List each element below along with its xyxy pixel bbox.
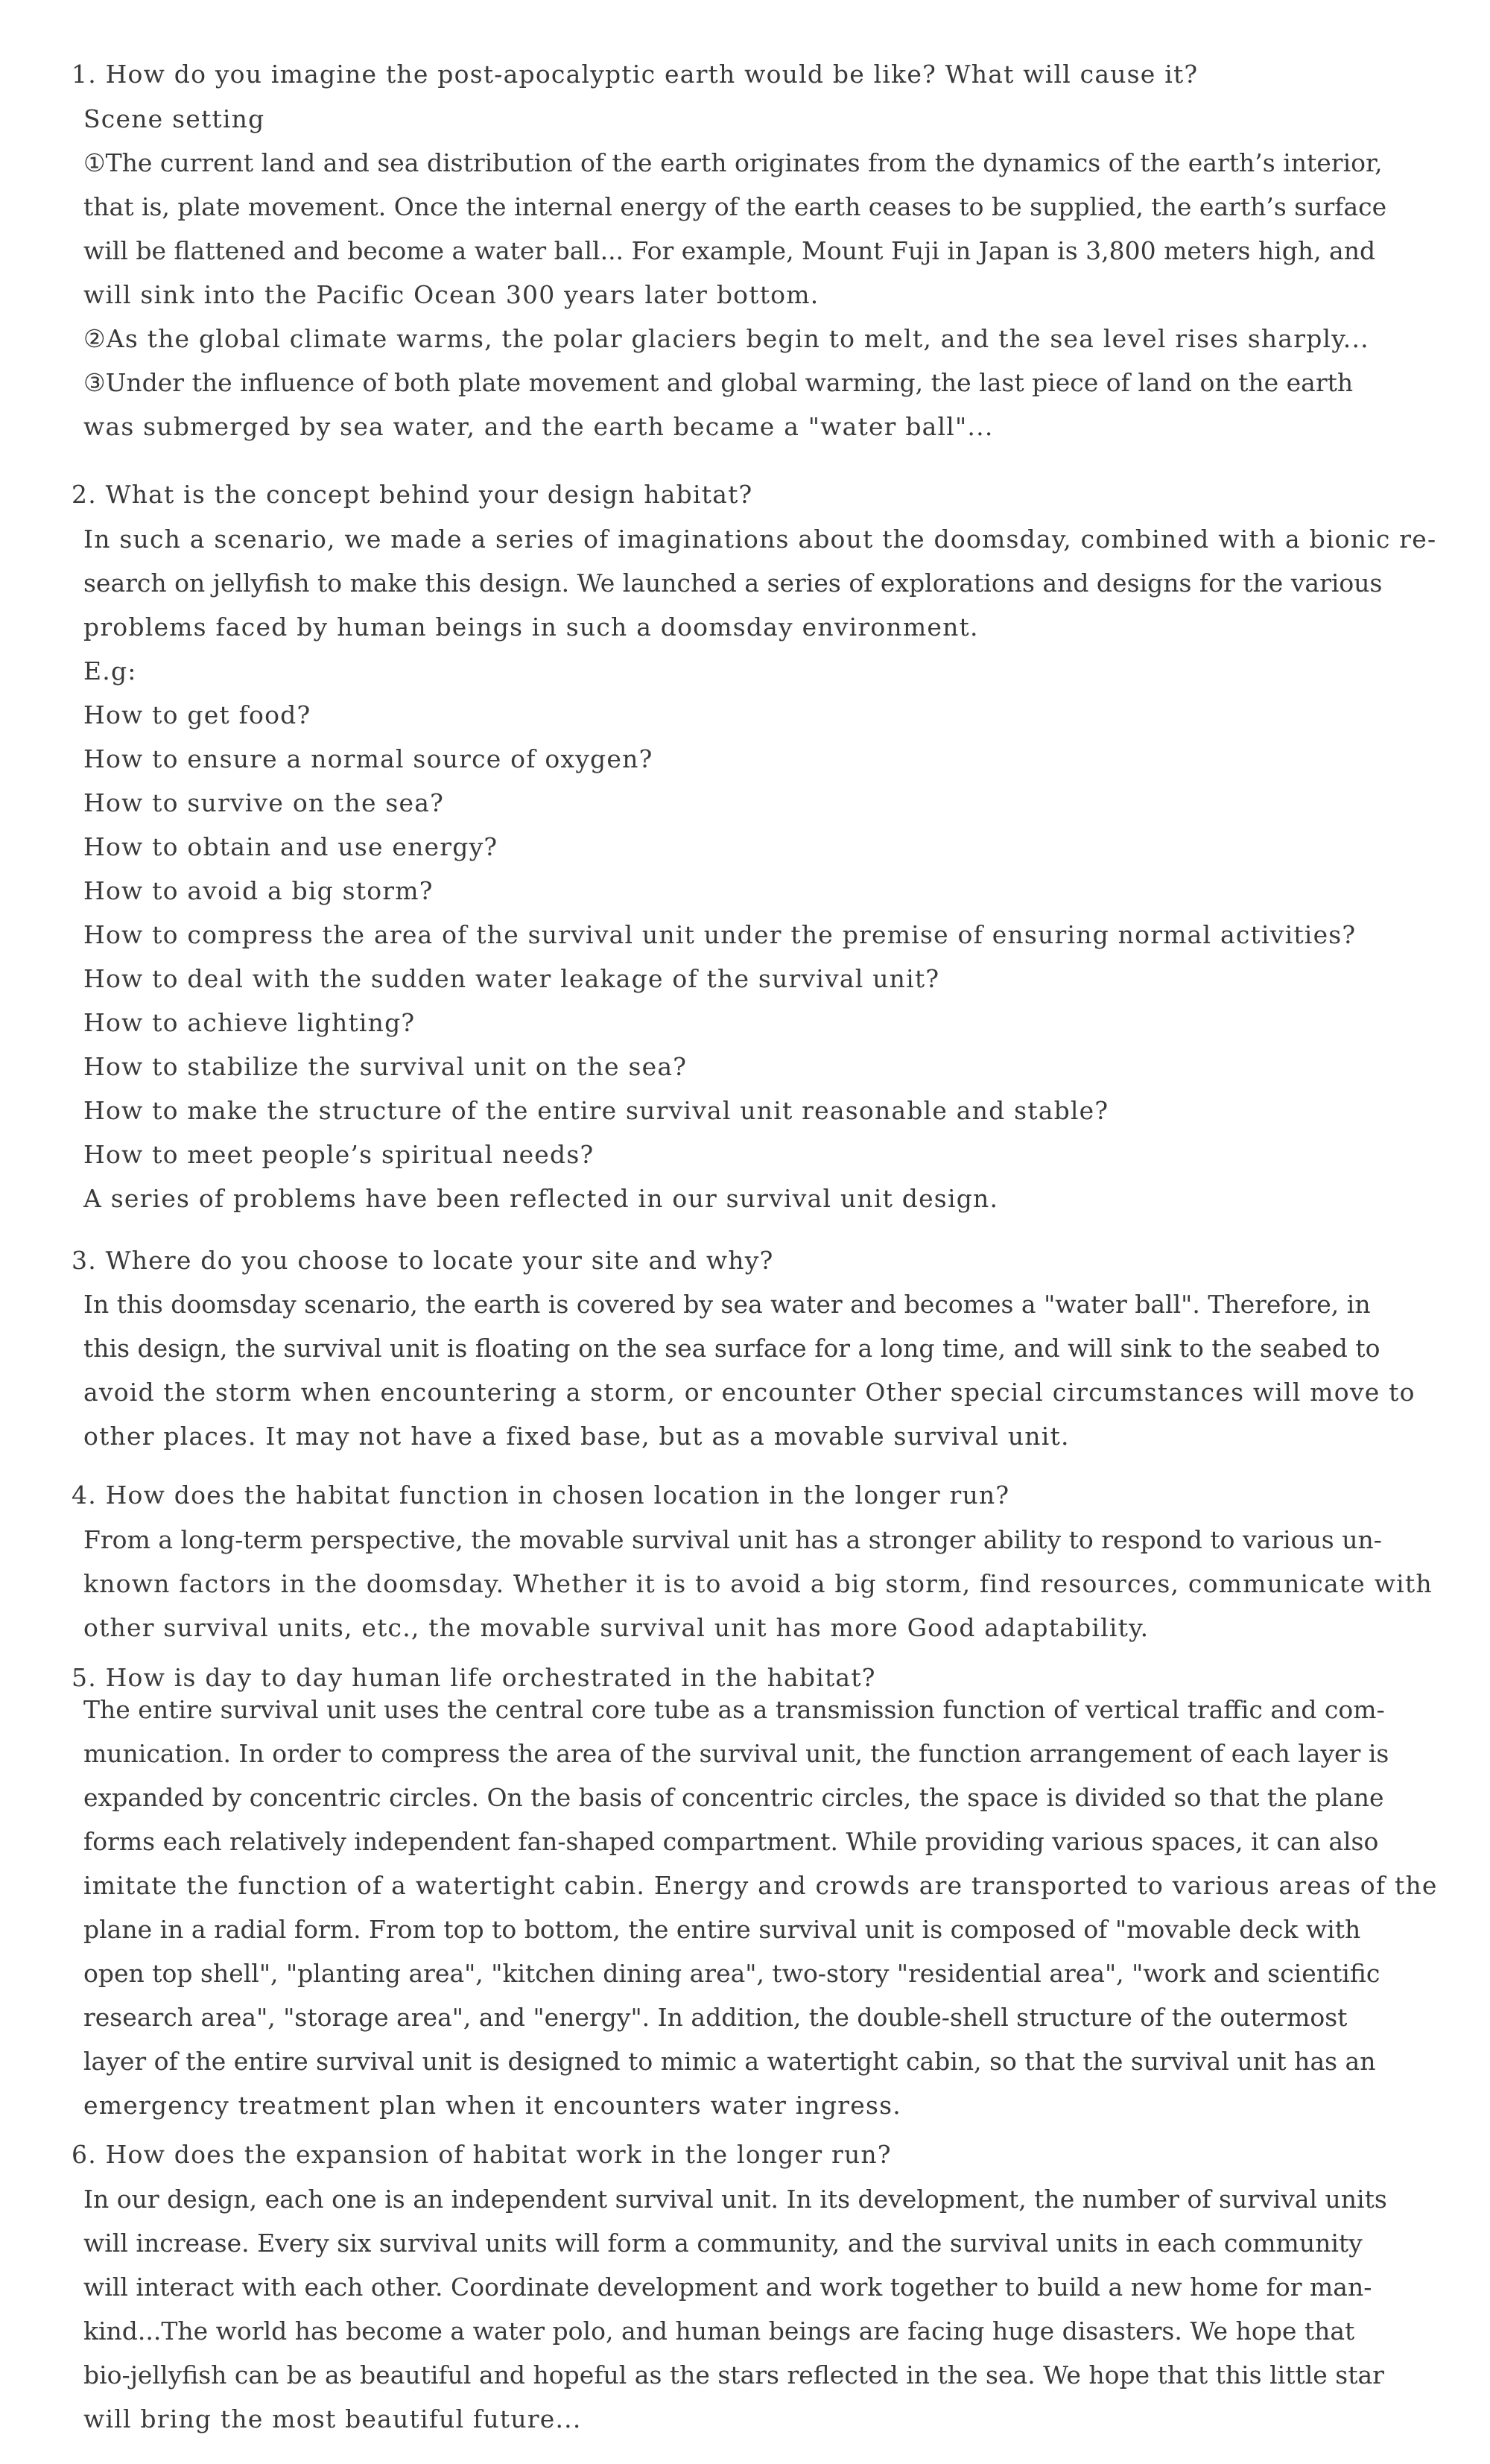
answer-5-line-4: forms each relatively independent fan-shaped compartment. While providing various spaces, it can also — [83, 1827, 1379, 1856]
answer-2-line-10: How to compress the area of the survival unit under the premise of ensuring normal activities? — [83, 920, 1357, 949]
answer-1-line-1: Scene setting — [83, 104, 265, 133]
answer-2-line-12: How to achieve lighting? — [83, 1008, 416, 1037]
question-3: 3. Where do you choose to locate your site and why? — [72, 1246, 774, 1275]
answer-1-line-4: will be flattened and become a water ball... For example, Mount Fuji in Japan is 3,800 meters high, and — [83, 236, 1376, 265]
answer-2-line-2: search on jellyfish to make this design. We launched a series of explorations and designs for the various — [83, 569, 1383, 598]
answer-2-line-5: How to get food? — [83, 700, 311, 729]
answer-6-line-2: will increase. Every six survival units will form a community, and the survival units in each community — [83, 2229, 1363, 2258]
answer-6-line-4: kind...The world has become a water polo, and human beings are facing huge disasters. We hope that — [83, 2316, 1355, 2346]
question-4: 4. How does the habitat function in chosen location in the longer run? — [72, 1480, 1010, 1510]
answer-6-line-3: will interact with each other. Coordinate development and work together to build a new home for man- — [83, 2273, 1372, 2302]
answer-4-line-2: known factors in the doomsday. Whether it is to avoid a big storm, find resources, communicate with — [83, 1569, 1433, 1598]
answer-5-line-5: imitate the function of a watertight cabin. Energy and crowds are transported to various areas of the — [83, 1871, 1438, 1900]
answer-1-line-7: ③Under the influence of both plate movement and global warming, the last piece of land on the earth — [83, 368, 1354, 397]
answer-1-line-5: will sink into the Pacific Ocean 300 years later bottom. — [83, 280, 820, 309]
answer-1-line-3: that is, plate movement. Once the internal energy of the earth ceases to be supplied, the earth’s surface — [83, 192, 1387, 221]
answer-6-line-6: will bring the most beautiful future... — [83, 2404, 582, 2433]
answer-2-line-8: How to obtain and use energy? — [83, 832, 498, 861]
answer-3-line-4: other places. It may not have a fixed base, but as a movable survival unit. — [83, 1422, 1070, 1451]
answer-5-line-2: munication. In order to compress the area of the survival unit, the function arrangement of each layer is — [83, 1739, 1389, 1768]
answer-1-line-8: was submerged by sea water, and the earth became a "water ball"... — [83, 412, 994, 441]
answer-2-line-13: How to stabilize the survival unit on the sea? — [83, 1052, 688, 1081]
answer-3-line-1: In this doomsday scenario, the earth is covered by sea water and becomes a "water ball". Therefore, in — [83, 1290, 1371, 1319]
question-6: 6. How does the expansion of habitat work in the longer run? — [72, 2140, 892, 2169]
question-5: 5. How is day to day human life orchestrated in the habitat? — [72, 1663, 876, 1692]
answer-1-line-2: ①The current land and sea distribution of the earth originates from the dynamics of the earth’s interior, — [83, 148, 1383, 177]
answer-2-line-15: How to meet people’s spiritual needs? — [83, 1140, 595, 1169]
answer-5-line-9: layer of the entire survival unit is designed to mimic a watertight cabin, so that the survival unit has an — [83, 2047, 1376, 2076]
answer-5-line-10: emergency treatment plan when it encounters water ingress. — [83, 2091, 901, 2120]
answer-2-line-6: How to ensure a normal source of oxygen? — [83, 744, 653, 773]
answer-2-line-14: How to make the structure of the entire survival unit reasonable and stable? — [83, 1096, 1109, 1125]
answer-6-line-1: In our design, each one is an independent survival unit. In its development, the number of survival units — [83, 2185, 1387, 2214]
answer-2-line-4: E.g: — [83, 656, 137, 685]
answer-5-line-7: open top shell", "planting area", "kitchen dining area", two-story "residential area", "work and scientific — [83, 1959, 1380, 1988]
answer-6-line-5: bio-jellyfish can be as beautiful and hopeful as the stars reflected in the sea. We hope that this little star — [83, 2360, 1384, 2389]
answer-2-line-3: problems faced by human beings in such a doomsday environment. — [83, 612, 979, 642]
answer-2-line-9: How to avoid a big storm? — [83, 876, 434, 905]
answer-3-line-3: avoid the storm when encountering a storm, or encounter Other special circumstances will move to — [83, 1378, 1416, 1407]
answer-2-line-11: How to deal with the sudden water leakage of the survival unit? — [83, 964, 940, 993]
answer-2-line-16: A series of problems have been reflected in our survival unit design. — [83, 1184, 999, 1213]
answer-2-line-1: In such a scenario, we made a series of imaginations about the doomsday, combined with a bionic re- — [83, 525, 1437, 554]
answer-5-line-1: The entire survival unit uses the central core tube as a transmission function of vertical traffic and com- — [83, 1695, 1385, 1724]
answer-4-line-1: From a long-term perspective, the movable survival unit has a stronger ability to respond to various un- — [83, 1525, 1382, 1554]
answer-5-line-8: research area", "storage area", and "energy". In addition, the double-shell structure of the outermost — [83, 2003, 1348, 2032]
answer-4-line-3: other survival units, etc., the movable survival unit has more Good adaptability. — [83, 1613, 1150, 1642]
question-2: 2. What is the concept behind your design habitat? — [72, 480, 753, 509]
answer-3-line-2: this design, the survival unit is floating on the sea surface for a long time, and will sink to the seabed to — [83, 1334, 1380, 1363]
question-1: 1. How do you imagine the post-apocalyptic earth would be like? What will cause it? — [72, 60, 1199, 89]
answer-5-line-3: expanded by concentric circles. On the basis of concentric circles, the space is divided so that the plane — [83, 1783, 1384, 1812]
answer-1-line-6: ②As the global climate warms, the polar glaciers begin to melt, and the sea level rises sharply... — [83, 324, 1369, 353]
answer-2-line-7: How to survive on the sea? — [83, 788, 444, 817]
answer-5-line-6: plane in a radial form. From top to bottom, the entire survival unit is composed of "movable deck with — [83, 1915, 1361, 1944]
